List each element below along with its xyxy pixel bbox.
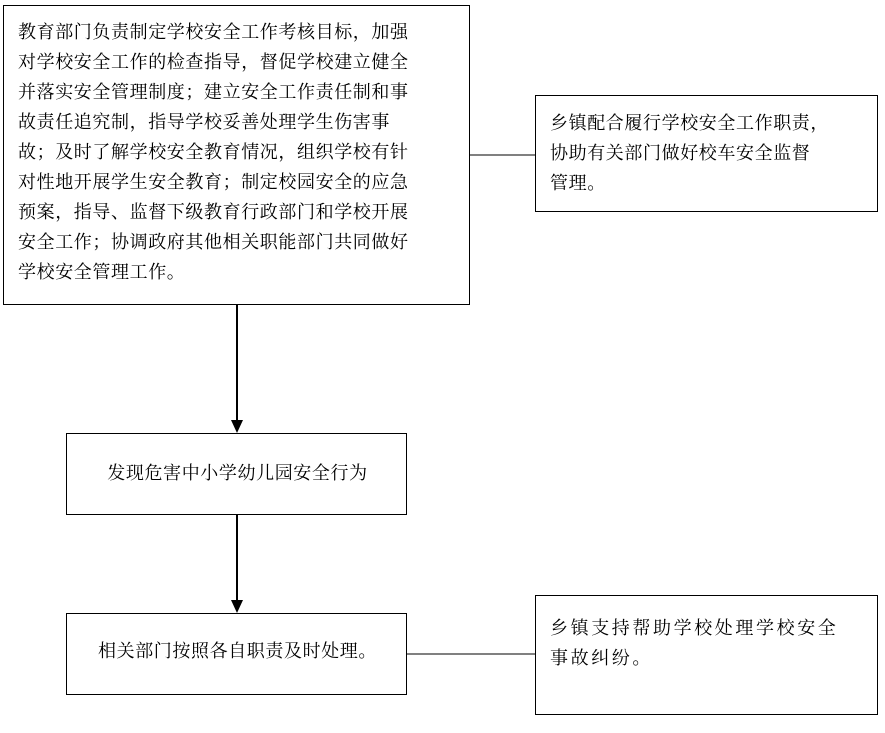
education-dept-line: 教育部门负责制定学校安全工作考核目标，加强: [18, 22, 409, 43]
departments-handle-text: 相关部门按照各自职责及时处理。: [98, 641, 377, 662]
arrow-discover-to-handle-head: [231, 600, 243, 613]
education-dept-line: 故责任追究制，指导学校妥善处理学生伤害事: [18, 112, 390, 133]
township-cooperate-text: [550, 109, 870, 199]
education-dept-line: 对学校安全工作的检查指导，督促学校建立健全: [18, 52, 409, 73]
education-dept-box: [3, 5, 470, 305]
township-support-line: 乡镇支持帮助学校处理学校安全: [550, 618, 839, 639]
township-cooperate-line: 管理。: [550, 173, 606, 194]
township-support-text: [550, 614, 870, 674]
township-support-line: 事故纠纷。: [550, 648, 653, 669]
township-cooperate-line: 协助有关部门做好校车安全监督: [550, 143, 811, 164]
discover-hazard-text: 发现危害中小学幼儿园安全行为: [107, 463, 368, 484]
education-dept-line: 对性地开展学生安全教育；制定校园安全的应急: [18, 172, 409, 193]
education-dept-line: 学校安全管理工作。: [18, 262, 186, 283]
education-dept-line: 预案，指导、监督下级教育行政部门和学校开展: [18, 202, 409, 223]
departments-handle-box: [66, 613, 407, 695]
education-dept-line: 并落实安全管理制度；建立安全工作责任制和事: [18, 82, 409, 103]
township-cooperate-line: 乡镇配合履行学校安全工作职责，: [550, 113, 829, 134]
education-dept-text: [18, 18, 463, 288]
township-support-box: [535, 595, 878, 715]
discover-hazard-box: [66, 433, 407, 515]
township-cooperate-box: [535, 95, 878, 212]
education-dept-line: 安全工作；协调政府其他相关职能部门共同做好: [18, 232, 409, 253]
education-dept-line: 故；及时了解学校安全教育情况，组织学校有针: [18, 142, 409, 163]
arrow-edu-to-discover-head: [231, 420, 243, 433]
